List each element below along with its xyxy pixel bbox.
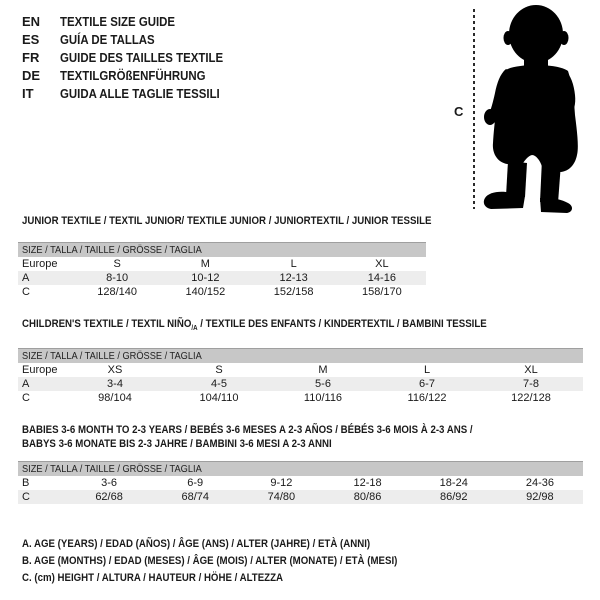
row-label-cell: A — [22, 272, 30, 284]
table-row — [18, 285, 426, 299]
table-cell: 158/170 — [361, 286, 402, 298]
guide-title: TEXTILGRÖßENFÜHRUNG — [60, 68, 206, 83]
legend-notes — [22, 536, 449, 587]
title-subscript: /A — [191, 325, 198, 333]
language-code: ES — [22, 32, 40, 47]
table-cell: 98/104 — [98, 392, 132, 405]
table-cell: 4-5 — [211, 378, 227, 391]
table-cell: 6-7 — [419, 378, 435, 391]
table-cell: M — [318, 364, 328, 377]
table-row — [18, 363, 583, 377]
table-cell: 3-6 — [101, 477, 118, 489]
table-cell: 10-12 — [191, 272, 220, 284]
table-cell: L — [423, 364, 431, 377]
size-header-label: SIZE / TALLA / TAILLE / GRÖSSE / TAGLIA — [22, 244, 202, 256]
table-cell: 62/68 — [95, 491, 123, 503]
language-title-block — [22, 13, 245, 103]
section-junior-textile — [18, 214, 432, 299]
table-cell: 152/158 — [273, 286, 314, 298]
table-cell: XS — [107, 364, 123, 377]
section-title: CHILDREN'S TEXTILE / TEXTIL $NIÑO_{/A}$ / TEXTILE DES ENFANTS / KINDERTEXTIL / BAMBINI TESSILE — [22, 318, 487, 333]
section-title: JUNIOR TEXTILE / TEXTIL JUNIOR/ TEXTILE JUNIOR / JUNIORTEXTIL / JUNIOR TESSILE — [22, 215, 432, 227]
size-header-bar — [18, 461, 583, 476]
language-code: EN — [22, 14, 41, 29]
row-label-cell: C — [22, 491, 30, 503]
table-cell: 7-8 — [523, 378, 539, 391]
junior-size-table — [18, 242, 426, 299]
section-childrens-textile — [18, 317, 583, 405]
table-cell: M — [200, 258, 210, 270]
table-cell: L — [290, 258, 297, 270]
table-cell: 128/140 — [97, 286, 137, 298]
table-cell: 110/116 — [303, 392, 343, 405]
table-cell: 68/74 — [181, 491, 209, 503]
table-cell: XL — [375, 258, 389, 270]
language-row — [22, 67, 245, 85]
size-header-label: SIZE / TALLA / TAILLE / GRÖSSE / TAGLIA — [22, 463, 202, 475]
language-code: IT — [22, 86, 34, 101]
table-cell: 6-9 — [187, 477, 204, 489]
table-cell: 14-16 — [367, 272, 396, 284]
table-cell: S — [113, 258, 121, 270]
legend-note-b: B. AGE (MONTHS) / EDAD (MESES) / ÂGE (MOIS) / ALTER (MONATE) / ETÀ (MESI) — [22, 555, 398, 567]
guide-title: TEXTILE SIZE GUIDE — [60, 14, 176, 29]
height-measure-label: C — [454, 104, 464, 119]
table-cell: 5-6 — [315, 378, 331, 391]
table-row — [18, 271, 426, 285]
table-row — [18, 257, 426, 271]
row-label-cell: Europe — [22, 258, 58, 270]
row-label-cell: Europe — [22, 364, 58, 377]
size-header-label: SIZE / TALLA / TAILLE / GRÖSSE / TAGLIA — [22, 350, 202, 363]
guide-title: GUIDE DES TAILLES TEXTILE — [60, 50, 224, 65]
table-cell: 12-13 — [279, 272, 308, 284]
babies-size-table — [18, 461, 583, 504]
language-row — [22, 85, 245, 103]
table-cell: S — [215, 364, 223, 377]
language-row — [22, 49, 245, 67]
guide-title: GUÍA DE TALLAS — [60, 32, 155, 47]
language-row — [22, 13, 245, 31]
table-row — [18, 490, 583, 504]
table-row — [18, 476, 583, 490]
row-label-cell: C — [22, 286, 30, 298]
table-cell: 8-10 — [106, 272, 129, 284]
legend-note-c: C. (cm) HEIGHT / ALTURA / HAUTEUR / HÖHE / ALTEZZA — [22, 572, 284, 584]
guide-title: GUIDA ALLE TAGLIE TESSILI — [60, 86, 220, 101]
table-cell: 80/86 — [353, 491, 382, 503]
row-label-cell: A — [22, 378, 30, 391]
table-cell: 92/98 — [526, 491, 554, 503]
size-header-bar — [18, 242, 426, 257]
table-cell: 3-4 — [107, 378, 123, 391]
table-cell: 86/92 — [439, 491, 468, 503]
table-row — [18, 377, 583, 391]
table-cell: 9-12 — [270, 477, 293, 489]
table-cell: XL — [524, 364, 538, 377]
language-row — [22, 31, 245, 49]
table-cell: 122/128 — [511, 392, 551, 405]
section-babies-textile — [18, 423, 583, 504]
language-code: DE — [22, 68, 41, 83]
table-cell: 140/152 — [185, 286, 226, 298]
toddler-silhouette-icon — [478, 3, 598, 215]
table-row — [18, 391, 583, 405]
section-title: BABIES 3-6 MONTH TO 2-3 YEARS / BEBÉS 3-6 MESES A 2-3 AÑOS / BÉBÉS 3-6 MOIS À 2-3 ANS / BABYS 3-6 MONATE BIS 2-3 JAHRE / BAMBINI 3-6 MESI A 2-3 ANNI — [22, 424, 473, 450]
table-cell: 104/110 — [199, 392, 239, 405]
language-code: FR — [22, 50, 40, 65]
row-label-cell: C — [22, 392, 30, 405]
table-cell: 24-36 — [525, 477, 554, 489]
height-figure — [440, 0, 600, 220]
table-cell: 116/122 — [407, 392, 447, 405]
size-header-bar — [18, 348, 583, 363]
row-label-cell: B — [22, 477, 30, 489]
table-cell: 12-18 — [353, 477, 382, 489]
legend-note-a: A. AGE (YEARS) / EDAD (AÑOS) / ÂGE (ANS) / ALTER (JAHRE) / ETÀ (ANNI) — [22, 538, 371, 550]
table-cell: 18-24 — [439, 477, 468, 489]
table-cell: 74/80 — [267, 491, 296, 503]
height-dotted-line — [473, 9, 475, 209]
childrens-size-table — [18, 348, 583, 405]
